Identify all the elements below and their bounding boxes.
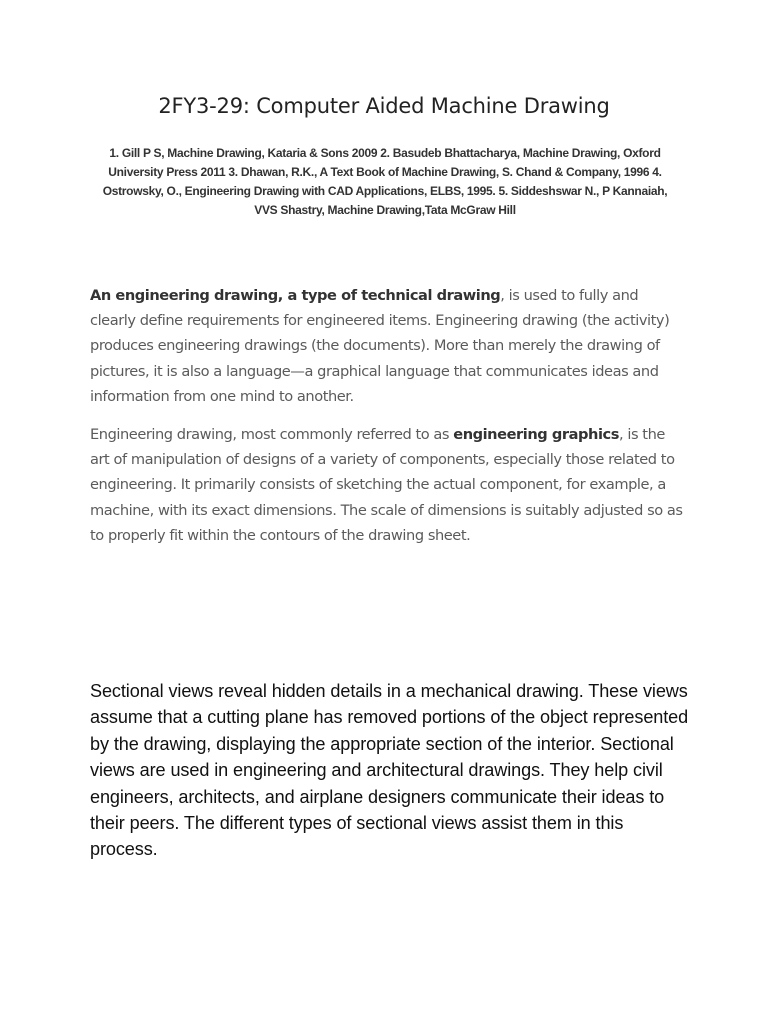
paragraph-engineering-graphics-text: , is the art of manipulation of designs of a variety of components, especially those related to engineering. It primarily consists of sketching the actual component, for example, a machine, with its exact dimensions. The scale of dimensions is suitably adjusted so as to properly fit within the contours of the drawing sheet.	[90, 426, 683, 544]
paragraph-engineering-drawing-bold: An engineering drawing, a type of technical drawing	[90, 287, 501, 304]
paragraph-engineering-drawing-text: , is used to fully and clearly define requirements for engineered items. Engineering drawing (the activity) produces engineering drawings (the documents). More than merely the drawing of pictures, it is also a language—a graphical language that communicates ideas and information from one mind to another.	[90, 287, 670, 405]
paragraph-sectional-views: Sectional views reveal hidden details in a mechanical drawing. These views assume that a cutting plane has removed portions of the object represented by the drawing, displaying the appropriate section of the interior. Sectional views are used in engineering and architectural drawings. They help civil engineers, architects, and airplane designers communicate their ideas to their peers. The different types of sectional views assist them in this process.	[90, 681, 689, 860]
paragraph-engineering-graphics	[90, 422, 685, 548]
references-list: 1. Gill P S, Machine Drawing, Kataria & Sons 2009 2. Basudeb Bhattacharya, Machine Drawing, Oxford University Press 2011 3. Dhawan, R.K., A Text Book of Machine Drawing, S. Chand & Company, 1996 4. Ostrowsky, O., Engineering Drawing with CAD Applications, ELBS, 1995. 5. Siddeshswar N., P Kannaiah, VVS Shastry, Machine Drawing,Tata McGraw Hill	[102, 146, 668, 217]
paragraph-engineering-graphics-lead: Engineering drawing, most commonly referred to as	[90, 426, 454, 443]
paragraph-engineering-drawing	[90, 283, 685, 409]
page-title: 2FY3-29: Computer Aided Machine Drawing	[158, 94, 610, 118]
paragraph-engineering-graphics-bold: engineering graphics	[453, 426, 619, 443]
